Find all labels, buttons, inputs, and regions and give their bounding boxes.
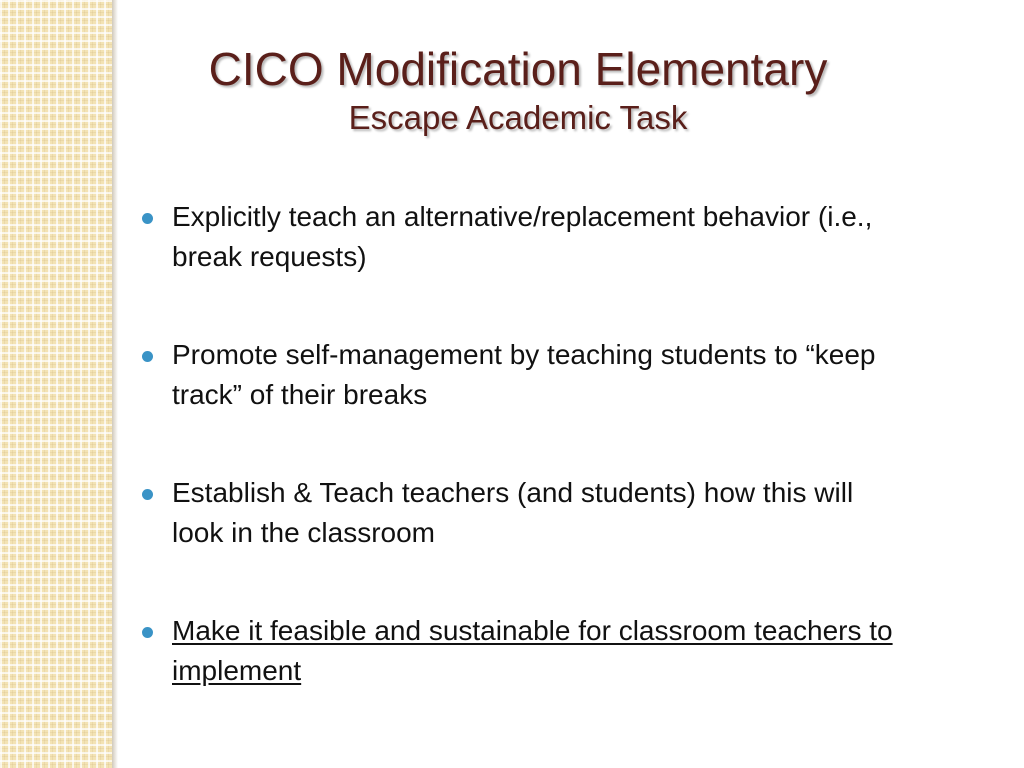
bullet-text: Explicitly teach an alternative/replacement behavior (i.e., break requests): [172, 201, 873, 272]
bullet-dot-icon: [142, 627, 153, 638]
bullet-item: [140, 197, 900, 277]
bullet-text-underlined: Make it feasible and sustainable for classroom teachers to implement: [172, 615, 893, 686]
decorative-side-band: [0, 0, 112, 768]
bullet-item: [140, 611, 900, 691]
bullet-list: [140, 197, 900, 749]
bullet-item: [140, 335, 900, 415]
bullet-dot-icon: [142, 213, 153, 224]
bullet-dot-icon: [142, 351, 153, 362]
bullet-dot-icon: [142, 489, 153, 500]
slide-subtitle: Escape Academic Task: [348, 99, 688, 136]
title-block: [118, 40, 918, 138]
bullet-item: [140, 473, 900, 553]
bullet-text: Establish & Teach teachers (and students) how this will look in the classroom: [172, 477, 854, 548]
bullet-text: Promote self-management by teaching students to “keep track” of their breaks: [172, 339, 876, 410]
slide-title: CICO Modification Elementary: [208, 43, 828, 95]
